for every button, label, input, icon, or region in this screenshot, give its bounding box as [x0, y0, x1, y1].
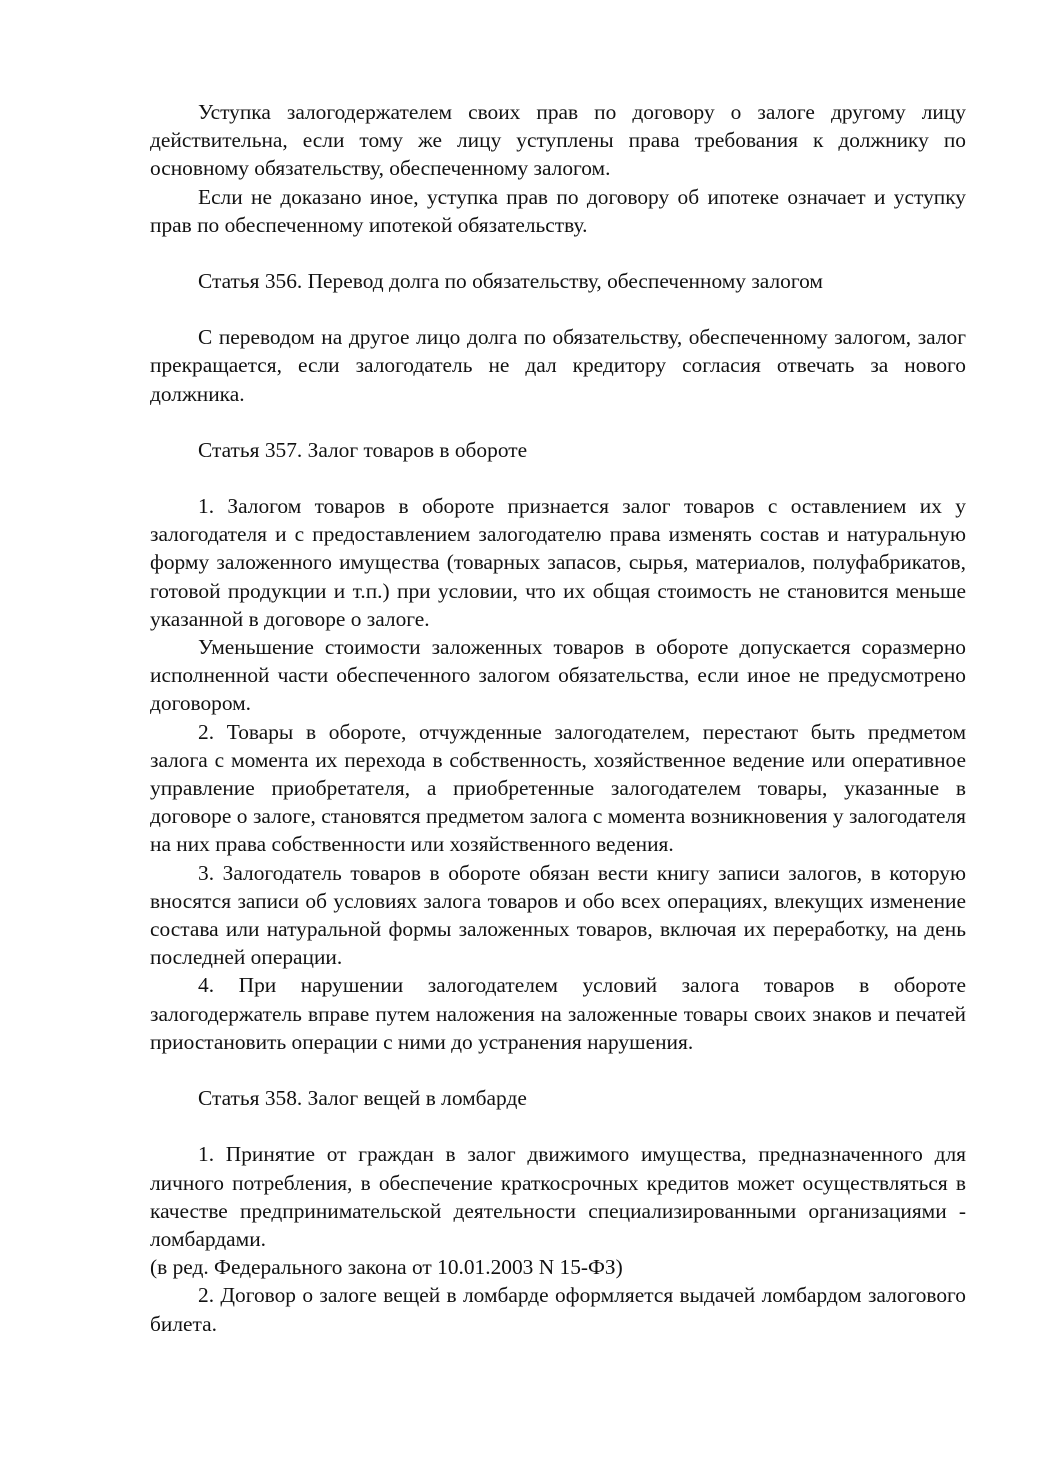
amendment-note: (в ред. Федерального закона от 10.01.2003 N 15-ФЗ) [150, 1255, 623, 1280]
article-356-heading: Статья 356. Перевод долга по обязательству, обеспеченному залогом [198, 269, 823, 294]
paragraph-357-2: 2. Товары в обороте, отчужденные залогодателем, перестают быть предметом залога с момента их перехода в собственность, хозяйственное ведение или оперативное управление приобретателя, а приобретенные залогодателем товары, указанные в договоре о залоге, становятся предметом залога с момента возникновения у залогодателя на них права собственности или хозяйственного ведения. [150, 719, 966, 857]
paragraph-357-4: 4. При нарушении залогодателем условий залога товаров в обороте залогодержатель вправе путем наложения на заложенные товары своих знаков и печатей приостановить операции с ними до устранения нарушения. [150, 973, 966, 1054]
paragraph-358-2: 2. Договор о залоге вещей в ломбарде оформляется выдачей ломбардом залогового билета. [150, 1283, 966, 1336]
paragraph-assignment-rights: Уступка залогодержателем своих прав по договору о залоге другому лицу действительна, если тому же лицу уступлены права требования к должнику по основному обязательству, обеспеченному залогом. [150, 100, 966, 181]
paragraph-357-1b: Уменьшение стоимости заложенных товаров в обороте допускается соразмерно исполненной части обеспеченного залогом обязательства, если иное не предусмотрено договором. [150, 635, 966, 716]
article-358-heading: Статья 358. Залог вещей в ломбарде [198, 1086, 527, 1111]
paragraph-357-3: 3. Залогодатель товаров в обороте обязан вести книгу записи залогов, в которую вносятся записи об условиях залога товаров и обо всех операциях, влекущих изменение состава или натуральной формы заложенных товаров, включая их переработку, на день последней операции. [150, 860, 966, 970]
paragraph-357-1: 1. Залогом товаров в обороте признается залог товаров с оставлением их у залогодателя и с предоставлением залогодателю права изменять состав и натуральную форму заложенного имущества (товарных запасов, сырья, материалов, полуфабрикатов, готовой продукции и т.п.) при условии, что их общая стоимость не становится меньше указанной в договоре о залоге. [150, 494, 966, 631]
paragraph-356-1: С переводом на другое лицо долга по обязательству, обеспеченному залогом, залог прекращается, если залогодатель не дал кредитору согласия отвечать за нового должника. [150, 325, 966, 406]
article-357-heading: Статья 357. Залог товаров в обороте [198, 437, 528, 462]
paragraph-mortgage-assignment: Если не доказано иное, уступка прав по договору об ипотеке означает и уступку прав по обеспеченному ипотекой обязательству. [150, 184, 966, 237]
paragraph-358-1: 1. Принятие от граждан в залог движимого имущества, предназначенного для личного потребления, в обеспечение краткосрочных кредитов может осуществляться в качестве предпринимательской деятельности специализированными организациями - ломбардами. [150, 1142, 966, 1251]
document-page [150, 98, 966, 1338]
